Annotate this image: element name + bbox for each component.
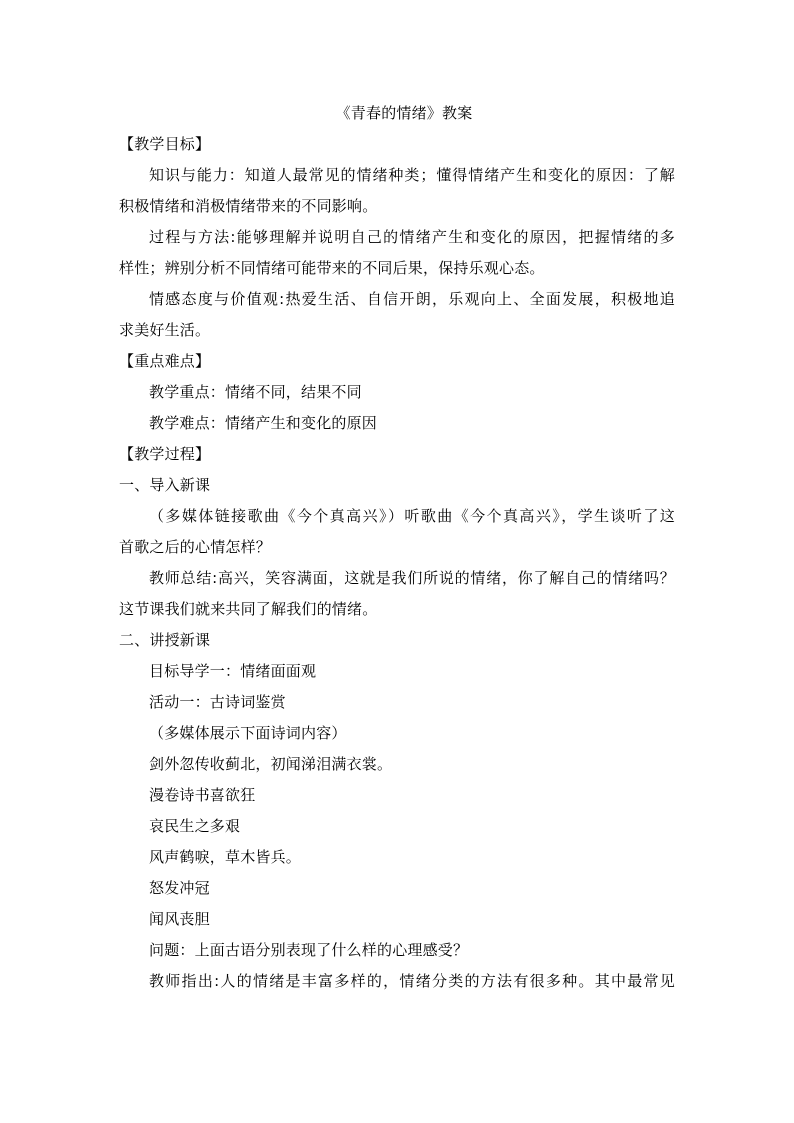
paragraph-line: 求美好生活。 bbox=[119, 321, 211, 339]
poem-line: 漫卷诗书喜欲狂 bbox=[149, 786, 256, 804]
document-title: 《青春的情绪》教案 bbox=[335, 104, 473, 122]
poem-line: 闻风丧胆 bbox=[149, 910, 210, 928]
subsection-heading: 一、导入新课 bbox=[119, 476, 211, 494]
section-heading-objectives: 【教学目标】 bbox=[119, 135, 211, 153]
paragraph-line: 知识与能力：知道人最常见的情绪种类；懂得情绪产生和变化的原因：了解 bbox=[149, 166, 675, 184]
paragraph-line: （多媒体展示下面诗词内容） bbox=[149, 724, 347, 742]
section-heading-process: 【教学过程】 bbox=[119, 445, 211, 463]
paragraph-line: 过程与方法:能够理解并说明自己的情绪产生和变化的原因，把握情绪的多 bbox=[149, 228, 675, 246]
subsection-heading: 二、讲授新课 bbox=[119, 631, 211, 649]
paragraph-line: （多媒体链接歌曲《今个真高兴》）听歌曲《今个真高兴》，学生谈听了这 bbox=[149, 507, 675, 525]
poem-line: 风声鹤唳，草木皆兵。 bbox=[149, 848, 302, 866]
document-body bbox=[119, 98, 675, 997]
paragraph-line: 目标导学一：情绪面面观 bbox=[149, 662, 317, 680]
paragraph-line: 积极情绪和消极情绪带来的不同影响。 bbox=[119, 197, 378, 215]
paragraph-line: 教师指出:人的情绪是丰富多样的，情绪分类的方法有很多种。其中最常见 bbox=[149, 972, 675, 990]
poem-line: 哀民生之多艰 bbox=[149, 817, 241, 835]
paragraph-line: 样性；辨别分析不同情绪可能带来的不同后果，保持乐观心态。 bbox=[119, 259, 545, 277]
section-heading-key-points: 【重点难点】 bbox=[119, 352, 211, 370]
paragraph-line: 这节课我们就来共同了解我们的情绪。 bbox=[119, 600, 378, 618]
paragraph-line: 活动一：古诗词鉴赏 bbox=[149, 693, 286, 711]
poem-line: 剑外忽传收蓟北，初闻涕泪满衣裳。 bbox=[149, 755, 393, 773]
paragraph-line: 教师总结:高兴，笑容满面，这就是我们所说的情绪，你了解自己的情绪吗？ bbox=[149, 569, 675, 587]
paragraph-line: 教学重点：情绪不同，结果不同 bbox=[149, 383, 362, 401]
paragraph-line: 首歌之后的心情怎样？ bbox=[119, 538, 272, 556]
paragraph-line: 情感态度与价值观:热爱生活、自信开朗，乐观向上、全面发展，积极地追 bbox=[149, 290, 675, 308]
poem-line: 怒发冲冠 bbox=[149, 879, 210, 897]
paragraph-line: 教学难点：情绪产生和变化的原因 bbox=[149, 414, 378, 432]
paragraph-line: 问题：上面古语分别表现了什么样的心理感受？ bbox=[149, 941, 469, 959]
